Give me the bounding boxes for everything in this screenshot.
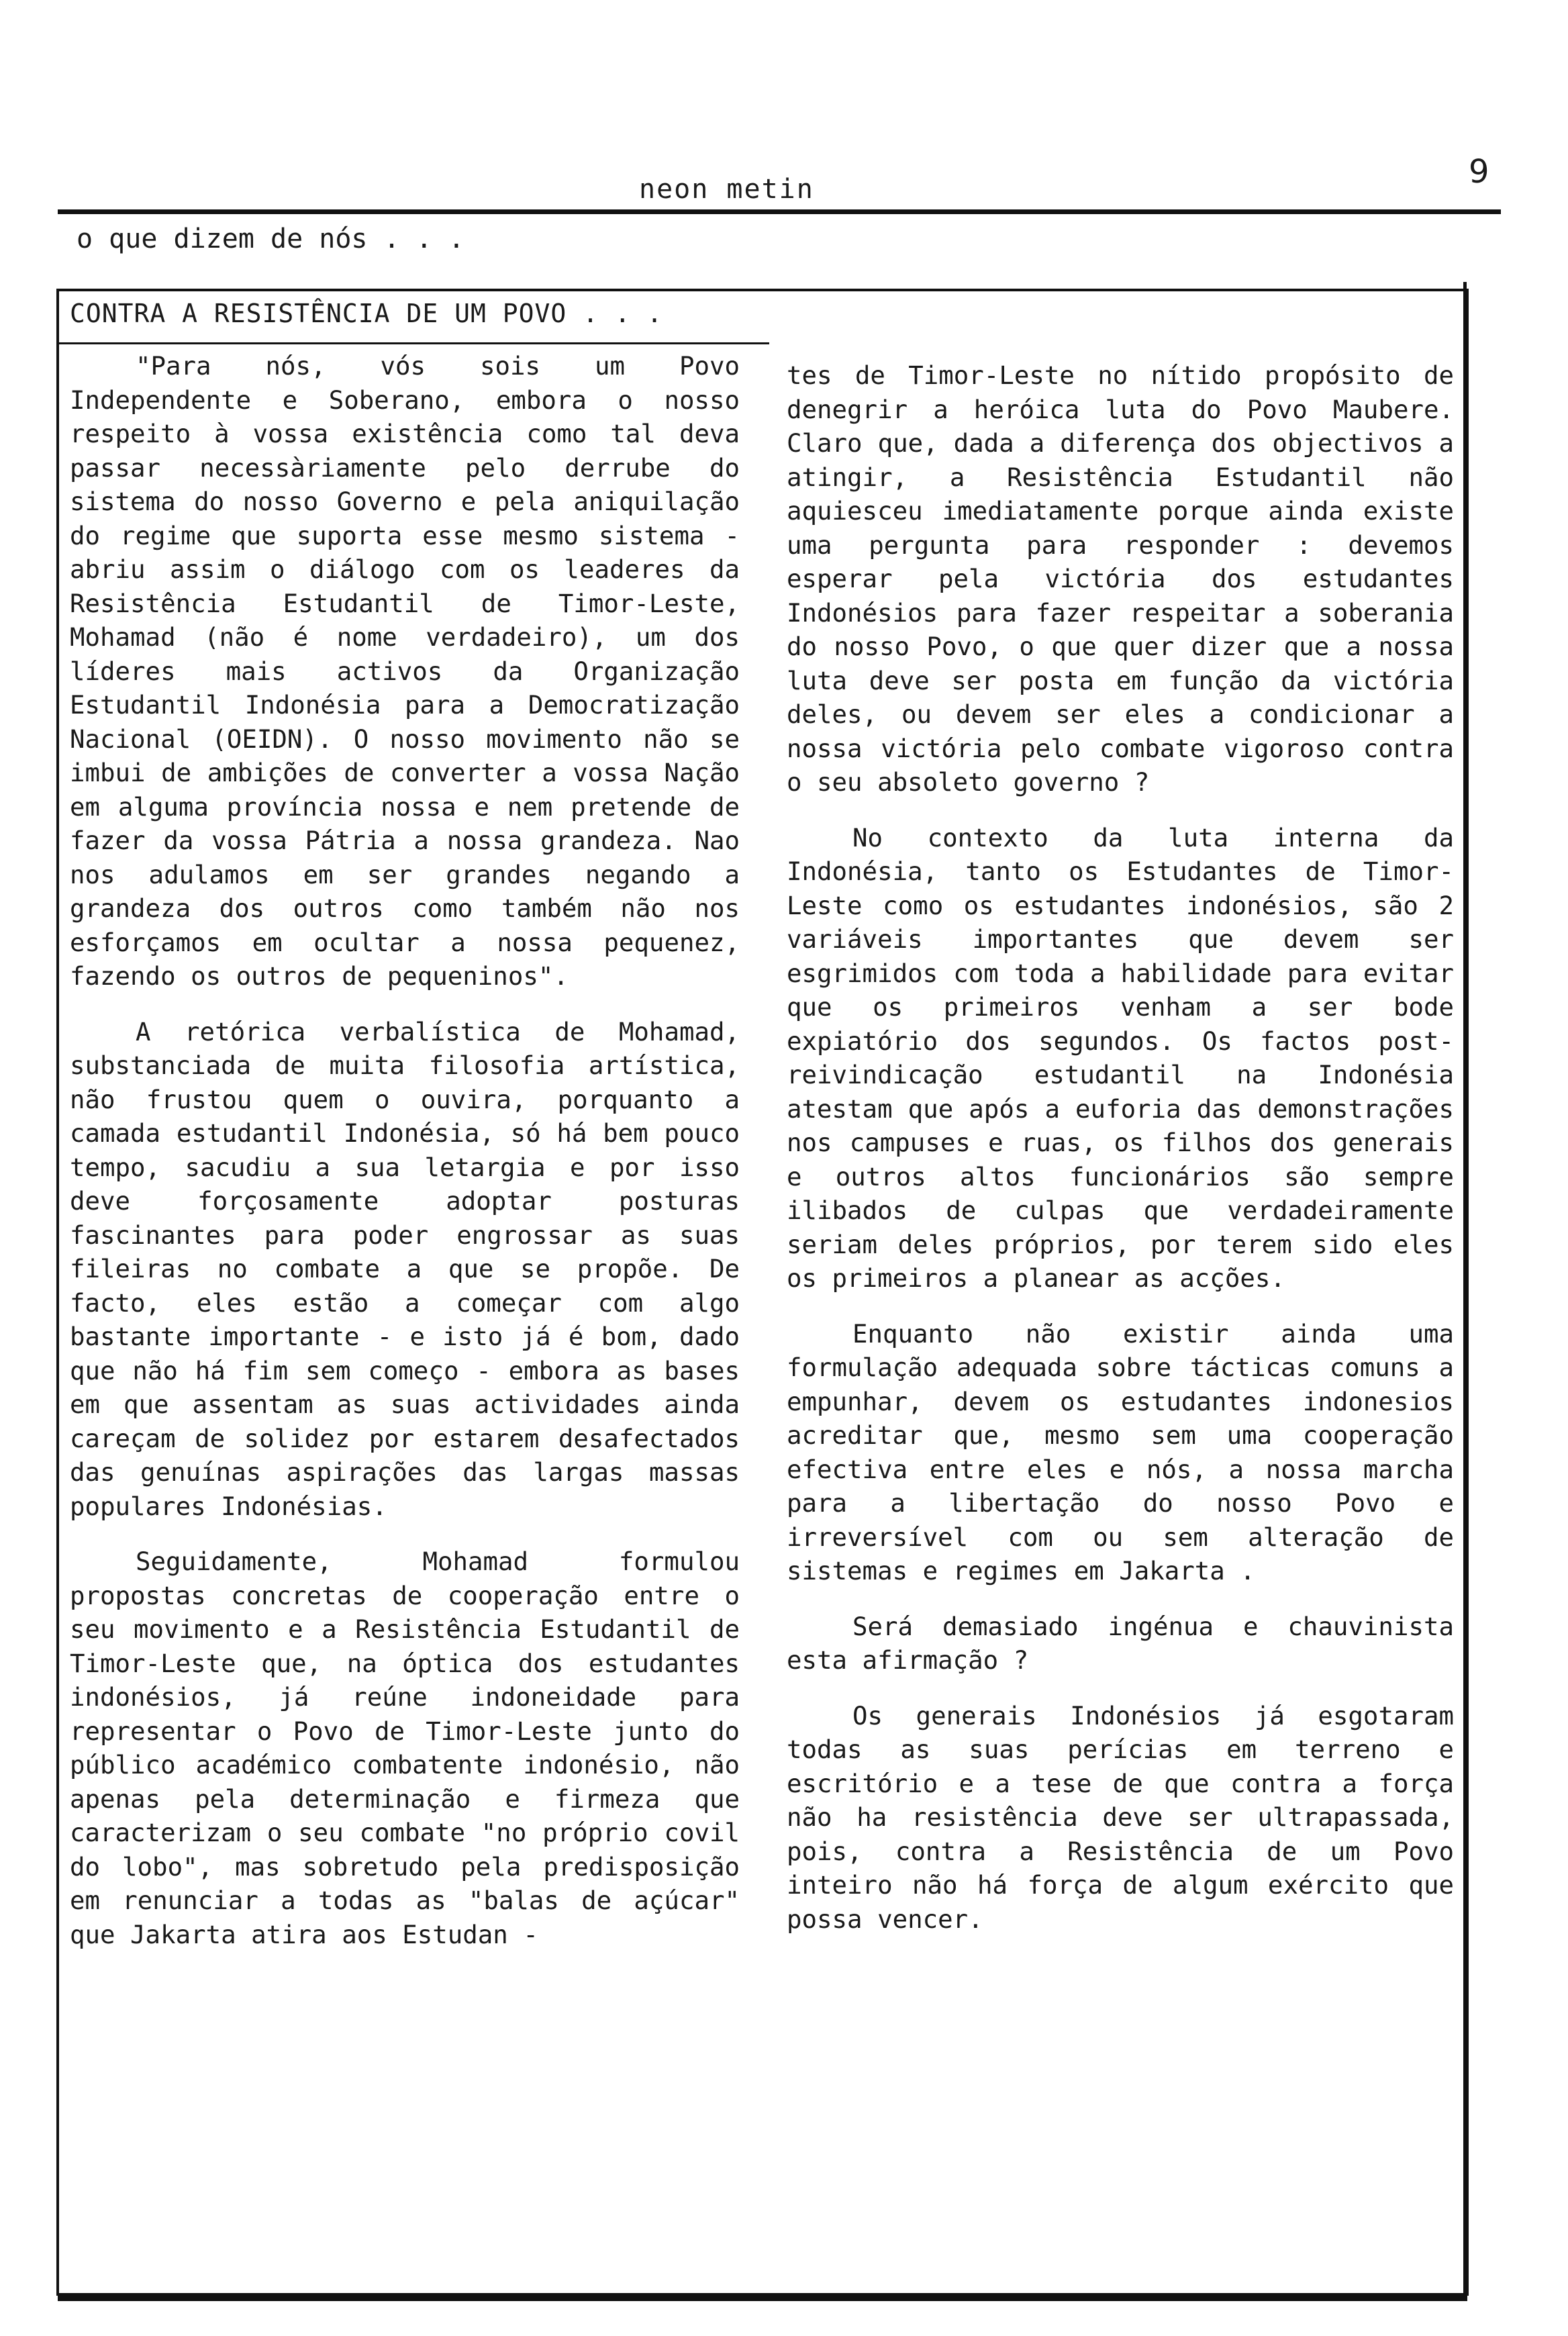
right-paragraph-5: Os generais Indonésios já esgotaram todas as suas perícias em terreno e escritório e a tese de que contra a força não ha resistência deve ser ultrapassada, pois, contra a Resistência de um Povo inteiro não há força de algum exército que possa vencer. xyxy=(787,1700,1454,1934)
right-paragraph-1: tes de Timor-Leste no nítido propósito de denegrir a heróica luta do Povo Maubere. Claro que, dada a diferença dos objectivos a atingir, a Resistência Estudantil não aquiesceu imediatamente porque ainda existe uma pergunta para responder : devemos esperar pela victória dos estudantes Indonésios para fazer respeitar a soberania do nosso Povo, o que quer dizer que a nossa luta deve ser posta em função da victória deles, ou devem ser eles a condicionar a nossa victória pelo combate vigoroso contra o seu absoleto governo ? xyxy=(787,360,1454,797)
title-rule xyxy=(58,342,769,344)
right-paragraph-3: Enquanto não existir ainda uma formulação adequada sobre tácticas comuns a empunhar, devem os estudantes indonesios acreditar que, mesmo sem uma cooperação efectiva entre eles e nós, a nossa marcha para a libertação do nosso Povo e irreversível com ou sem alteração de sistemas e regimes em Jakarta . xyxy=(787,1318,1454,1586)
page-number: 9 xyxy=(1469,153,1489,191)
section-label: o que dizem de nós . . . xyxy=(77,224,464,254)
left-column xyxy=(70,349,740,1951)
article-title: CONTRA A RESISTÊNCIA DE UM POVO . . . xyxy=(70,299,663,328)
running-title: neon metin xyxy=(639,174,814,205)
left-paragraph-1: "Para nós, vós sois um Povo Independente e Soberano, embora o nosso respeito à vossa existência como tal deva passar necessàriamente pelo derrube do sistema do nosso Governo e pela aniquilação do regime que suporta esse mesmo sistema - abriu assim o diálogo com os leaderes da Resistência Estudantil de Timor-Leste, Mohamad (não é nome verdadeiro), um dos líderes mais activos da Organização Estudantil Indonésia para a Democratização Nacional (OEIDN). O nosso movimento não se imbui de ambições de converter a vossa Nação em alguma província nossa e nem pretende de fazer da vossa Pátria a nossa grandeza. Nao nos adulamos em ser grandes negando a grandeza dos outros como também não nos esforçamos em ocultar a nossa pequenez, fazendo os outros de pequeninos". xyxy=(70,351,740,991)
header-rule xyxy=(58,209,1501,214)
left-paragraph-3: Seguidamente, Mohamad formulou propostas concretas de cooperação entre o seu movimento e a Resistência Estudantil de Timor-Leste que, na óptica dos estudantes indonésios, já reúne indoneidade para representar o Povo de Timor-Leste junto do público académico combatente indonésio, não apenas pela determinação e firmeza que caracterizam o seu combate "no próprio covil do lobo", mas sobretudo pela predisposição em renunciar a todas as "balas de açúcar" que Jakarta atira aos Estudan - xyxy=(70,1547,740,1949)
right-column xyxy=(787,358,1454,1936)
left-paragraph-2: A retórica verbalística de Mohamad, substanciada de muita filosofia artística, não frustou quem o ouvira, porquanto a camada estudantil Indonésia, só há bem pouco tempo, sacudiu a sua letargia e por isso deve forçosamente adoptar posturas fascinantes para poder engrossar as suas fileiras no combate a que se propõe. De facto, eles estão a começar com algo bastante importante - e isto já é bom, dado que não há fim sem começo - embora as bases em que assentam as suas actividades ainda careçam de solidez por estarem desafectados das genuínas aspirações das largas massas populares Indonésias. xyxy=(70,1016,740,1521)
right-paragraph-4: Será demasiado ingénua e chauvinista esta afirmação ? xyxy=(787,1611,1454,1675)
frame-right-edge xyxy=(1463,282,1467,2294)
right-paragraph-2: No contexto da luta interna da Indonésia, tanto os Estudantes de Timor-Leste como os estudantes indonésios, são 2 variáveis importantes que devem ser esgrimidos com toda a habilidade para evitar que os primeiros venham a ser bode expiatório dos segundos. Os factos post-reivindicação estudantil na Indonésia atestam que após a euforia das demonstrações nos campuses e ruas, os filhos dos generais e outros altos funcionários são sempre ilibados de culpas que verdadeiramente seriam deles próprios, por terem sido eles os primeiros a planear as acções. xyxy=(787,822,1454,1293)
